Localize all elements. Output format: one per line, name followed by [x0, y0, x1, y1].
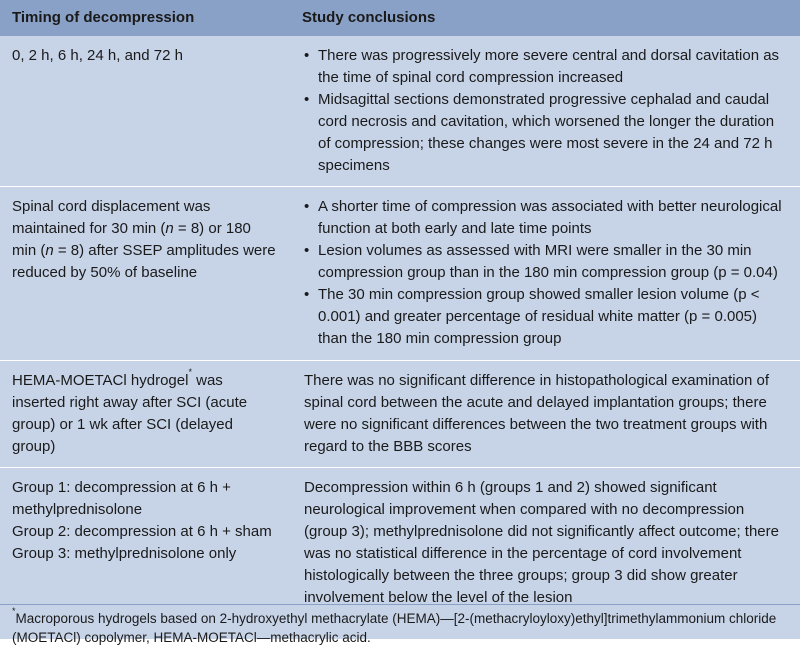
- timing-cell: [0, 36, 290, 187]
- footnote-text: Macroporous hydrogels based on 2-hydroxyethyl methacrylate (HEMA)—[2-(methacryloyloxy)ethyl]trimethylammonium chloride (MOETACl) copolymer, HEMA-MOETACl—methacrylic acid.: [12, 611, 777, 645]
- conclusion-item: • There was progressively more severe central and dorsal cavitation as the time of spinal cord compression increased: [304, 45, 788, 89]
- group-line: Group 2: decompression at 6 h + sham: [12, 523, 272, 540]
- timing-cell: HEMA-MOETACl hydrogel* was inserted right away after SCI (acute group) or 1 wk after SCI (delayed group): [0, 361, 290, 468]
- conclusions-cell: [290, 187, 800, 361]
- footnote-marker: *: [188, 367, 192, 377]
- conclusions-cell: [290, 361, 800, 468]
- table-row: [0, 361, 800, 468]
- timing-text: 0, 2 h, 6 h, 24 h, and 72 h: [12, 47, 183, 64]
- conclusions-list: [304, 45, 788, 177]
- conclusions-cell: [290, 36, 800, 187]
- table-row: [0, 36, 800, 187]
- conclusions-list: [304, 196, 788, 350]
- conclusion-item: • A shorter time of compression was associated with better neurological function at both early and late time points: [304, 196, 788, 240]
- header-timing: Timing of decompression: [0, 0, 290, 36]
- table-footnote: [0, 604, 800, 652]
- group-line: Group 1: decompression at 6 h + methylprednisolone: [12, 479, 231, 518]
- group-line: Group 3: methylprednisolone only: [12, 545, 237, 562]
- table-row: [0, 187, 800, 361]
- timing-cell: Spinal cord displacement was maintained for 30 min (n = 8) or 180 min (n = 8) after SSEP amplitudes were reduced by 50% of baseline: [0, 187, 290, 361]
- conclusion-item: • The 30 min compression group showed smaller lesion volume (p < 0.001) and greater percentage of residual white matter (p = 0.005) than the 180 min compression group: [304, 284, 788, 350]
- header-conclusions: Study conclusions: [290, 0, 800, 36]
- conclusion-item: • Midsagittal sections demonstrated progressive cephalad and caudal cord necrosis and cavitation, which worsened the longer the duration of compression; these changes were most severe in the 24 and 72 h specimens: [304, 89, 788, 177]
- footnote-marker: *: [12, 606, 16, 616]
- table-header-row: [0, 0, 800, 36]
- conclusion-text: There was no significant difference in histopathological examination of spinal cord between the acute and delayed implantation groups; there were no significant differences between the two treatment groups with regard to the BBB scores: [304, 372, 769, 455]
- conclusion-item: • Lesion volumes as assessed with MRI were smaller in the 30 min compression group than in the 180 min compression group (p = 0.04): [304, 240, 788, 284]
- conclusion-text: Decompression within 6 h (groups 1 and 2) showed significant neurological improvement when compared with no decompression (group 3); methylprednisolone did not significantly affect outcome; there was no statistical difference in the percentage of cord involvement histologically between the three groups; group 3 did show greater involvement below the level of the lesion: [304, 479, 779, 606]
